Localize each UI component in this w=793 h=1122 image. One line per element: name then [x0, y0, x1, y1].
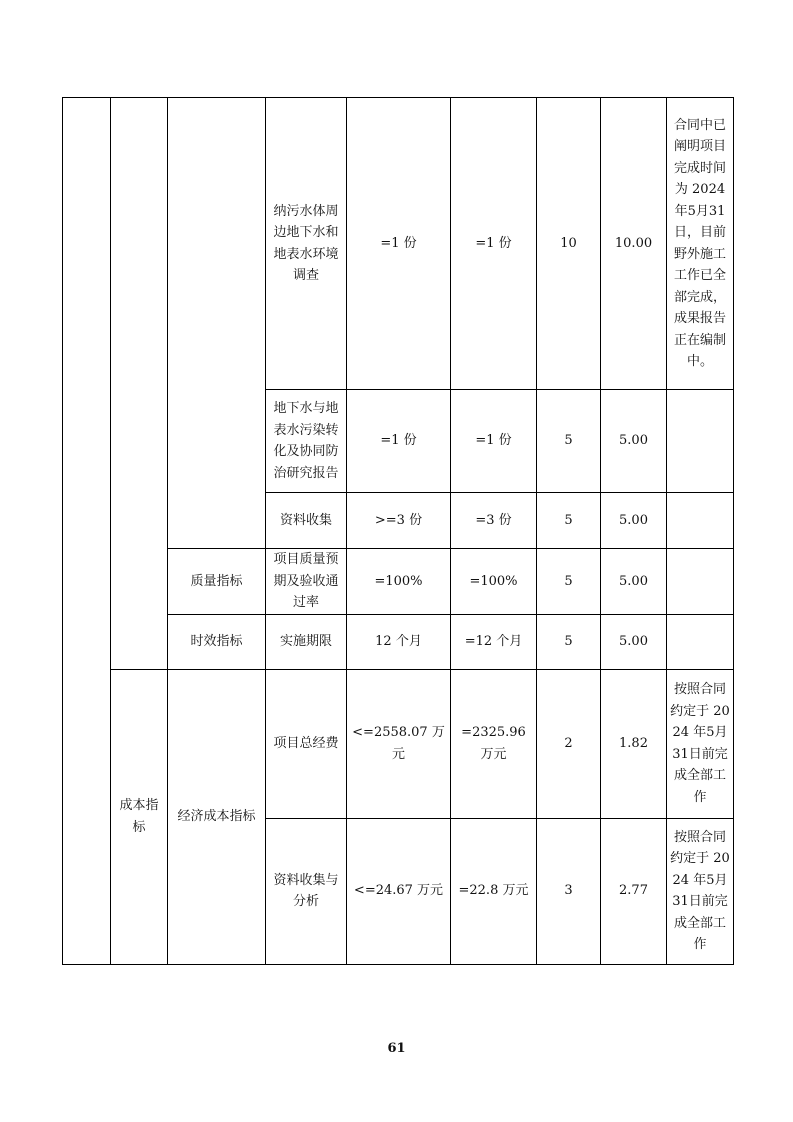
page-number: 61 — [387, 1041, 406, 1056]
score-value: 10.00 — [601, 98, 667, 390]
indicator-name: 资料收集与分析 — [266, 818, 347, 964]
indicator-name: 项目质量预期及验收通过率 — [266, 549, 347, 615]
actual-value: =2325.96 万元 — [451, 669, 537, 818]
annual-target-value: =1 份 — [347, 98, 451, 390]
remark-note — [667, 549, 734, 615]
score-value: 5.00 — [601, 549, 667, 615]
table-row — [63, 98, 734, 390]
annual-target-value: <=24.67 万元 — [347, 818, 451, 964]
weight-value: 5 — [537, 614, 601, 669]
annual-target-value: =1 份 — [347, 390, 451, 493]
score-value: 5.00 — [601, 390, 667, 493]
remark-note: 按照合同约定于 2024 年5月31日前完成全部工作 — [667, 818, 734, 964]
first-level-indicator-cell — [63, 98, 111, 965]
actual-value: =22.8 万元 — [451, 818, 537, 964]
third-level-indicator-economic-cost: 经济成本指标 — [168, 669, 266, 964]
second-level-indicator-cell — [111, 98, 168, 670]
second-level-indicator-cost: 成本指标 — [111, 669, 168, 964]
indicator-name: 项目总经费 — [266, 669, 347, 818]
remark-note: 合同中已阐明项目完成时间为 2024 年5月31日，目前野外施工工作已全部完成，成果报告正在编制中。 — [667, 98, 734, 390]
weight-value: 5 — [537, 549, 601, 615]
annual-target-value: =100% — [347, 549, 451, 615]
remark-note: 按照合同约定于 2024 年5月31日前完成全部工作 — [667, 669, 734, 818]
annual-target-value: 12 个月 — [347, 614, 451, 669]
weight-value: 10 — [537, 98, 601, 390]
third-level-indicator-timeliness: 时效指标 — [168, 614, 266, 669]
table-row — [63, 669, 734, 818]
remark-note — [667, 390, 734, 493]
actual-value: =3 份 — [451, 493, 537, 549]
actual-value: =12 个月 — [451, 614, 537, 669]
actual-value: =1 份 — [451, 98, 537, 390]
weight-value: 3 — [537, 818, 601, 964]
third-level-group-cell — [168, 98, 266, 549]
weight-value: 5 — [537, 493, 601, 549]
indicator-name: 纳污水体周边地下水和地表水环境调查 — [266, 98, 347, 390]
annual-target-value: <=2558.07 万元 — [347, 669, 451, 818]
indicator-name: 资料收集 — [266, 493, 347, 549]
indicator-name: 地下水与地表水污染转化及协同防治研究报告 — [266, 390, 347, 493]
score-value: 5.00 — [601, 614, 667, 669]
weight-value: 2 — [537, 669, 601, 818]
weight-value: 5 — [537, 390, 601, 493]
score-value: 1.82 — [601, 669, 667, 818]
actual-value: =100% — [451, 549, 537, 615]
score-value: 2.77 — [601, 818, 667, 964]
indicator-name: 实施期限 — [266, 614, 347, 669]
third-level-indicator-quality: 质量指标 — [168, 549, 266, 615]
performance-indicator-table — [62, 97, 734, 965]
remark-note — [667, 493, 734, 549]
actual-value: =1 份 — [451, 390, 537, 493]
score-value: 5.00 — [601, 493, 667, 549]
annual-target-value: >=3 份 — [347, 493, 451, 549]
remark-note — [667, 614, 734, 669]
